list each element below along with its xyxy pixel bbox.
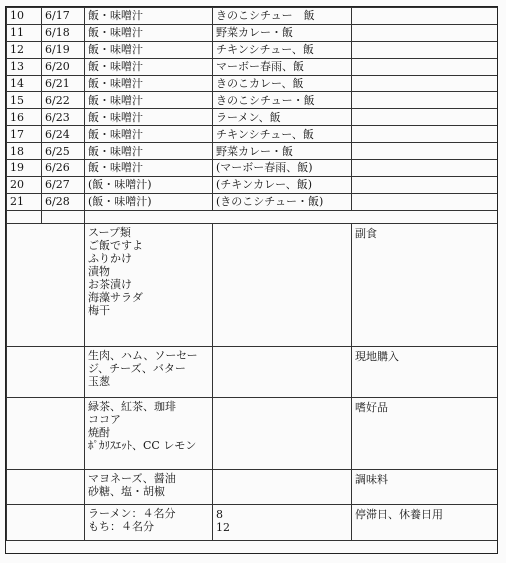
supply-amount: 8 12 [213,504,352,540]
supply-row [7,223,499,346]
supply-row [7,397,499,469]
notes-cell [352,160,499,177]
day-number: 17 [7,126,42,143]
meal-row [7,24,499,41]
dinner-menu: きのこシチュー・飯 [213,92,352,109]
day-number: 11 [7,24,42,41]
supply-items: 生肉、ハム、ソーセー ジ、チーズ、バター 玉葱 [85,346,213,397]
day-number: 14 [7,75,42,92]
meal-row [7,41,499,58]
meal-row [7,92,499,109]
notes-cell [352,126,499,143]
supply-row [7,504,499,540]
meal-row [7,126,499,143]
supply-items: マヨネーズ、醤油 砂糖、塩・胡椒 [85,469,213,504]
dinner-menu: マーボー春雨、飯 [213,58,352,75]
day-number: 20 [7,176,42,193]
notes-cell [352,176,499,193]
supply-blank [7,504,85,540]
supply-category: 停滞日、休養日用 [352,504,499,540]
day-date: 6/25 [42,143,85,160]
breakfast-menu: 飯・味噌汁 [85,75,213,92]
breakfast-menu: 飯・味噌汁 [85,58,213,75]
meal-row [7,193,499,210]
day-date: 6/18 [42,24,85,41]
supply-category: 副食 [352,223,499,346]
notes-cell [352,109,499,126]
meal-plan-sheet [5,6,498,554]
day-date: 6/28 [42,193,85,210]
notes-cell [352,24,499,41]
notes-cell [352,58,499,75]
breakfast-menu: 飯・味噌汁 [85,41,213,58]
day-date: 6/17 [42,8,85,25]
supply-amount [213,223,352,346]
meal-row [7,143,499,160]
dinner-menu: チキンシチュー、飯 [213,41,352,58]
meal-row [7,160,499,177]
supply-amount [213,469,352,504]
day-number: 19 [7,160,42,177]
breakfast-menu: 飯・味噌汁 [85,160,213,177]
day-number: 16 [7,109,42,126]
dinner-menu: 野菜カレー・飯 [213,143,352,160]
breakfast-menu: 飯・味噌汁 [85,126,213,143]
day-date: 6/22 [42,92,85,109]
supply-items: ラーメン：４名分 もち：４名分 [85,504,213,540]
notes-cell [352,143,499,160]
breakfast-menu: (飯・味噌汁) [85,193,213,210]
day-date: 6/20 [42,58,85,75]
spacer-cell [42,210,85,223]
meal-row [7,109,499,126]
day-date: 6/23 [42,109,85,126]
day-number: 12 [7,41,42,58]
dinner-menu: (きのこシチュー・飯) [213,193,352,210]
spacer-cell [85,210,499,223]
dinner-menu: きのこシチュー 飯 [213,8,352,25]
meal-plan-table [6,7,498,541]
breakfast-menu: (飯・味噌汁) [85,176,213,193]
day-number: 15 [7,92,42,109]
meal-row [7,75,499,92]
dinner-menu: 野菜カレー・飯 [213,24,352,41]
notes-cell [352,8,499,25]
day-date: 6/19 [42,41,85,58]
breakfast-menu: 飯・味噌汁 [85,92,213,109]
supply-amount [213,346,352,397]
dinner-menu: チキンシチュー、飯 [213,126,352,143]
supply-blank [7,469,85,504]
day-number: 21 [7,193,42,210]
dinner-menu: ラーメン、飯 [213,109,352,126]
breakfast-menu: 飯・味噌汁 [85,143,213,160]
dinner-menu: (マーボー春雨、飯) [213,160,352,177]
breakfast-menu: 飯・味噌汁 [85,24,213,41]
notes-cell [352,92,499,109]
breakfast-menu: 飯・味噌汁 [85,109,213,126]
supply-category: 現地購入 [352,346,499,397]
dinner-menu: (チキンカレー、飯) [213,176,352,193]
dinner-menu: きのこカレー、飯 [213,75,352,92]
supply-blank [7,223,85,346]
notes-cell [352,75,499,92]
supply-row [7,346,499,397]
day-number: 13 [7,58,42,75]
notes-cell [352,41,499,58]
supply-category: 調味料 [352,469,499,504]
meal-row [7,8,499,25]
supply-items: 緑茶、紅茶、珈琲 ココア 焼酎 ﾎﾟｶﾘｽｴｯﾄ、CC レモン [85,397,213,469]
spacer-row [7,210,499,223]
day-number: 10 [7,8,42,25]
day-date: 6/21 [42,75,85,92]
supply-category: 嗜好品 [352,397,499,469]
day-number: 18 [7,143,42,160]
supply-blank [7,397,85,469]
spacer-cell [7,210,42,223]
notes-cell [352,193,499,210]
day-date: 6/27 [42,176,85,193]
day-date: 6/26 [42,160,85,177]
supply-row [7,469,499,504]
supply-amount [213,397,352,469]
meal-row [7,176,499,193]
day-date: 6/24 [42,126,85,143]
meal-rows [7,8,499,541]
meal-row [7,58,499,75]
breakfast-menu: 飯・味噌汁 [85,8,213,25]
supply-blank [7,346,85,397]
supply-items: スープ類 ご飯ですよ ふりかけ 漬物 お茶漬け 海藻サラダ 梅干 [85,223,213,346]
